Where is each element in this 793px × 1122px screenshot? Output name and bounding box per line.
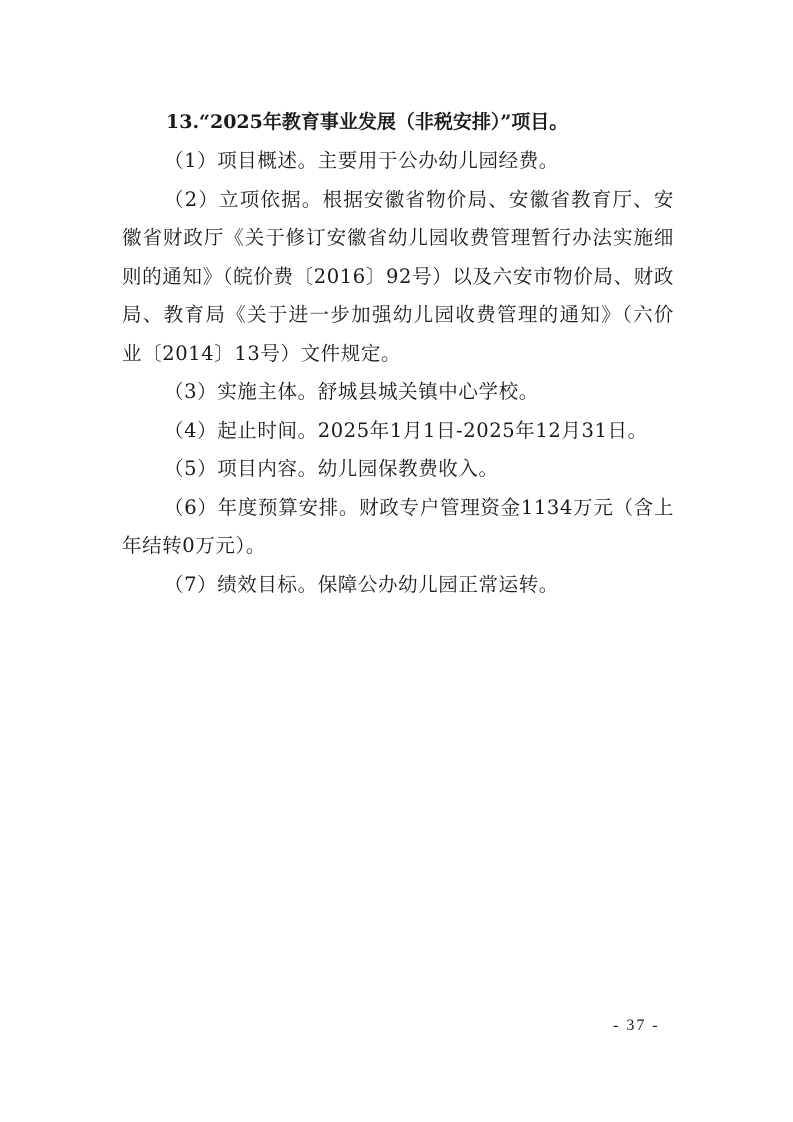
paragraph-overview: （1）项目概述。主要用于公办幼儿园经费。: [164, 149, 559, 172]
paragraph-goal: （7）绩效目标。保障公办幼儿园正常运转。: [164, 572, 559, 596]
document-body: [122, 103, 674, 604]
paragraph-budget: （6）年度预算安排。财政专户管理资金1134万元（含上年结转0万元）。: [122, 495, 674, 557]
page-number: - 37 -: [613, 1017, 660, 1034]
paragraph-basis: （2）立项依据。根据安徽省物价局、安徽省教育厅、安徽省财政厅《关于修订安徽省幼儿园收费管理暂行办法实施细则的通知》（皖价费〔2016〕92号）以及六安市物价局、财政局、教育局《关于进一步加强幼儿园收费管理的通知》（六价业〔2014〕13号）文件规定。: [122, 187, 674, 365]
paragraph-period: （4）起止时间。2025年1月1日-2025年12月31日。: [164, 418, 648, 442]
paragraph-implementer: （3）实施主体。舒城县城关镇中心学校。: [164, 380, 539, 403]
section-heading: 13.“2025年教育事业发展（非税安排）”项目。: [166, 111, 569, 133]
paragraph-content: （5）项目内容。幼儿园保教费收入。: [164, 457, 499, 480]
